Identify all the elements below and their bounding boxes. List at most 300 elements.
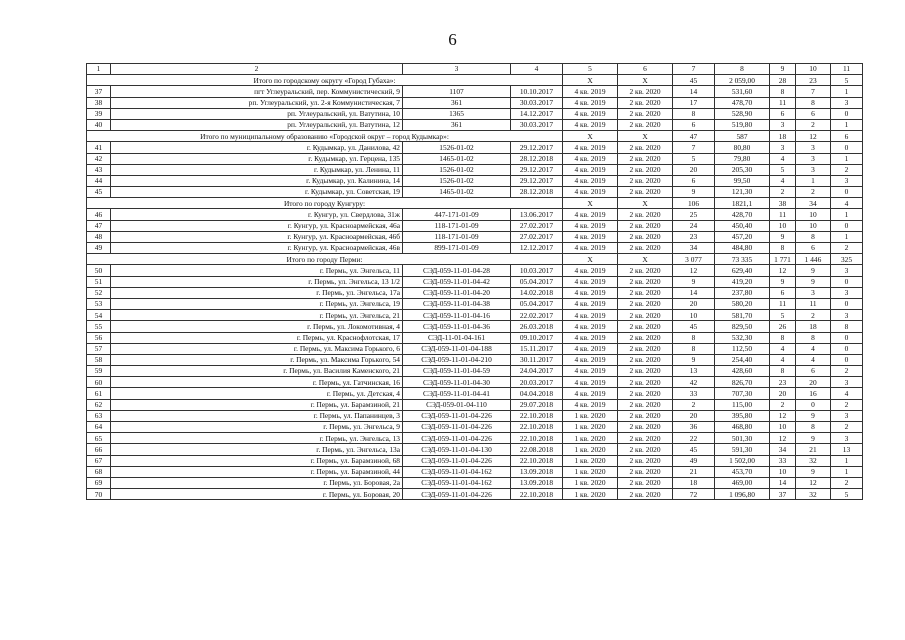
cell-area: 468,80 — [715, 422, 770, 433]
cell-total: 23 — [770, 377, 796, 388]
cell-remaining: 8 — [831, 321, 863, 332]
subtotal-relocated: 12 — [796, 131, 831, 142]
cell-document-date: 27.02.2017 — [511, 231, 563, 242]
cell-residents-count: 72 — [673, 489, 715, 500]
cell-start-quarter: 4 кв. 2019 — [563, 310, 618, 321]
table-row — [87, 354, 863, 365]
cell-document-date: 13.09.2018 — [511, 466, 563, 477]
cell-document-number: 118-171-01-09 — [403, 231, 511, 242]
cell-total: 8 — [770, 86, 796, 97]
cell-start-quarter: 4 кв. 2019 — [563, 243, 618, 254]
cell-row-number: 67 — [87, 455, 111, 466]
cell-row-number: 41 — [87, 142, 111, 153]
table-row — [87, 332, 863, 343]
cell-document-number: СЭД-059-11-01-04-130 — [403, 444, 511, 455]
subtotal-relocated: 34 — [796, 198, 831, 209]
cell-area: 395,80 — [715, 410, 770, 421]
cell-remaining: 5 — [831, 489, 863, 500]
cell-row-number: 68 — [87, 466, 111, 477]
table-row — [87, 86, 863, 97]
cell-end-quarter: 2 кв. 2020 — [618, 433, 673, 444]
cell-area: 112,50 — [715, 343, 770, 354]
cell-row-number: 38 — [87, 97, 111, 108]
cell-document-number: СЭД-059-11-01-04-28 — [403, 265, 511, 276]
cell-relocated: 16 — [796, 388, 831, 399]
cell-residents-count: 8 — [673, 332, 715, 343]
cell-area: 237,80 — [715, 287, 770, 298]
cell-start-quarter: 1 кв. 2020 — [563, 489, 618, 500]
subtotal-end-quarter: X — [618, 198, 673, 209]
cell-row-number: 53 — [87, 298, 111, 309]
cell-document-number: СЭД-059-11-01-04-38 — [403, 298, 511, 309]
cell-area: 581,70 — [715, 310, 770, 321]
subtotal-area: 2 059,00 — [715, 75, 770, 86]
cell-start-quarter: 1 кв. 2020 — [563, 410, 618, 421]
cell-row-number: 51 — [87, 276, 111, 287]
cell-area: 80,80 — [715, 142, 770, 153]
cell-residents-count: 36 — [673, 422, 715, 433]
cell-address: г. Пермь, ул. Энгельса, 9 — [111, 422, 403, 433]
cell-relocated: 18 — [796, 321, 831, 332]
table-row — [87, 444, 863, 455]
cell-remaining: 1 — [831, 231, 863, 242]
cell-remaining: 0 — [831, 276, 863, 287]
cell-area: 79,80 — [715, 153, 770, 164]
cell-area: 519,80 — [715, 119, 770, 130]
cell-total: 6 — [770, 287, 796, 298]
cell-document-number: СЭД-059-11-01-04-226 — [403, 422, 511, 433]
cell-remaining: 3 — [831, 287, 863, 298]
cell-address: рп. Углеуральский, ул. Ватутина, 10 — [111, 108, 403, 119]
cell-relocated: 6 — [796, 366, 831, 377]
cell-address: г. Кунгур, ул. Красноармейская, 46б — [111, 231, 403, 242]
cell-remaining: 1 — [831, 119, 863, 130]
column-header: 11 — [831, 64, 863, 75]
cell-relocated: 32 — [796, 455, 831, 466]
cell-total: 9 — [770, 231, 796, 242]
cell-total: 12 — [770, 433, 796, 444]
cell-row-number: 44 — [87, 175, 111, 186]
cell-remaining: 0 — [831, 298, 863, 309]
cell-start-quarter: 4 кв. 2019 — [563, 276, 618, 287]
cell-start-quarter: 4 кв. 2019 — [563, 287, 618, 298]
table-row — [87, 97, 863, 108]
cell-relocated: 2 — [796, 310, 831, 321]
subtotal-total: 1 771 — [770, 254, 796, 265]
cell-remaining: 1 — [831, 86, 863, 97]
cell-end-quarter: 2 кв. 2020 — [618, 366, 673, 377]
cell-relocated: 9 — [796, 466, 831, 477]
cell-remaining: 2 — [831, 366, 863, 377]
column-header: 10 — [796, 64, 831, 75]
table-row — [87, 276, 863, 287]
table-row — [87, 388, 863, 399]
cell-remaining: 1 — [831, 153, 863, 164]
cell-document-date: 13.06.2017 — [511, 209, 563, 220]
cell-relocated: 3 — [796, 164, 831, 175]
cell-total: 10 — [770, 422, 796, 433]
column-header: 5 — [563, 64, 618, 75]
cell-residents-count: 33 — [673, 388, 715, 399]
cell-document-number: 1526-01-02 — [403, 175, 511, 186]
cell-document-number: 1365 — [403, 108, 511, 119]
cell-remaining: 1 — [831, 209, 863, 220]
cell-area: 205,30 — [715, 164, 770, 175]
cell-document-number: СЭД-059-11-01-04-30 — [403, 377, 511, 388]
cell-document-number: 361 — [403, 97, 511, 108]
cell-document-date: 28.12.2018 — [511, 153, 563, 164]
cell-total: 4 — [770, 354, 796, 365]
cell-relocated: 0 — [796, 399, 831, 410]
cell-start-quarter: 4 кв. 2019 — [563, 231, 618, 242]
cell-row-number: 59 — [87, 366, 111, 377]
cell-document-number: СЭД-059-11-01-04-226 — [403, 410, 511, 421]
cell-end-quarter: 2 кв. 2020 — [618, 231, 673, 242]
cell-address: г. Кудымкар, ул. Калинина, 14 — [111, 175, 403, 186]
cell-residents-count: 14 — [673, 86, 715, 97]
cell-area: 254,40 — [715, 354, 770, 365]
cell-document-number: СЭД-059-11-01-04-226 — [403, 455, 511, 466]
cell-end-quarter: 2 кв. 2020 — [618, 422, 673, 433]
cell-end-quarter: 2 кв. 2020 — [618, 343, 673, 354]
column-header: 7 — [673, 64, 715, 75]
cell-area: 629,40 — [715, 265, 770, 276]
cell-remaining: 0 — [831, 220, 863, 231]
cell-document-date: 22.02.2017 — [511, 310, 563, 321]
cell-start-quarter: 4 кв. 2019 — [563, 164, 618, 175]
cell-remaining: 3 — [831, 97, 863, 108]
cell-end-quarter: 2 кв. 2020 — [618, 220, 673, 231]
cell-start-quarter: 4 кв. 2019 — [563, 321, 618, 332]
cell-document-date: 29.12.2017 — [511, 175, 563, 186]
cell-start-quarter: 4 кв. 2019 — [563, 175, 618, 186]
cell-remaining: 3 — [831, 377, 863, 388]
cell-address: г. Пермь, ул. Василия Каменского, 21 — [111, 366, 403, 377]
subtotal-label: Итого по муниципальному образованию «Городской округ – город Кудымкар»: — [87, 131, 563, 142]
table-row — [87, 422, 863, 433]
subtotal-residents-count: 45 — [673, 75, 715, 86]
cell-remaining: 13 — [831, 444, 863, 455]
data-table — [86, 63, 863, 500]
cell-remaining: 2 — [831, 243, 863, 254]
cell-residents-count: 45 — [673, 444, 715, 455]
cell-area: 99,50 — [715, 175, 770, 186]
cell-address: г. Пермь, ул. Боровая, 20 — [111, 489, 403, 500]
cell-address: г. Пермь, ул. Детская, 4 — [111, 388, 403, 399]
cell-relocated: 11 — [796, 298, 831, 309]
subtotal-row — [87, 254, 863, 265]
cell-end-quarter: 2 кв. 2020 — [618, 175, 673, 186]
cell-start-quarter: 4 кв. 2019 — [563, 265, 618, 276]
cell-relocated: 6 — [796, 243, 831, 254]
table-row — [87, 366, 863, 377]
cell-area: 428,70 — [715, 209, 770, 220]
cell-document-date: 22.10.2018 — [511, 489, 563, 500]
cell-document-number: 361 — [403, 119, 511, 130]
cell-address: г. Пермь, ул. Энгельса, 13 — [111, 433, 403, 444]
cell-row-number: 61 — [87, 388, 111, 399]
cell-address: г. Пермь, ул. Энгельса, 19 — [111, 298, 403, 309]
cell-row-number: 48 — [87, 231, 111, 242]
cell-total: 12 — [770, 265, 796, 276]
cell-remaining: 3 — [831, 265, 863, 276]
cell-relocated: 10 — [796, 220, 831, 231]
cell-relocated: 4 — [796, 354, 831, 365]
table-row — [87, 231, 863, 242]
table-row — [87, 209, 863, 220]
cell-end-quarter: 2 кв. 2020 — [618, 321, 673, 332]
table-row — [87, 477, 863, 488]
cell-document-number: 1526-01-02 — [403, 164, 511, 175]
table-row — [87, 187, 863, 198]
cell-start-quarter: 4 кв. 2019 — [563, 108, 618, 119]
cell-remaining: 0 — [831, 354, 863, 365]
cell-row-number: 58 — [87, 354, 111, 365]
table-row — [87, 321, 863, 332]
cell-end-quarter: 2 кв. 2020 — [618, 332, 673, 343]
page-number: 6 — [448, 30, 457, 49]
cell-relocated: 1 — [796, 175, 831, 186]
cell-total: 14 — [770, 477, 796, 488]
cell-address: г. Пермь, ул. Боровая, 2а — [111, 477, 403, 488]
column-header: 9 — [770, 64, 796, 75]
cell-row-number: 66 — [87, 444, 111, 455]
cell-residents-count: 49 — [673, 455, 715, 466]
cell-row-number: 37 — [87, 86, 111, 97]
subtotal-end-quarter: X — [618, 75, 673, 86]
cell-row-number: 62 — [87, 399, 111, 410]
cell-start-quarter: 4 кв. 2019 — [563, 153, 618, 164]
subtotal-end-quarter: X — [618, 131, 673, 142]
cell-residents-count: 17 — [673, 97, 715, 108]
cell-total: 34 — [770, 444, 796, 455]
cell-document-number: СЭД-059-11-01-04-42 — [403, 276, 511, 287]
cell-start-quarter: 4 кв. 2019 — [563, 298, 618, 309]
subtotal-area: 73 335 — [715, 254, 770, 265]
cell-remaining: 3 — [831, 410, 863, 421]
cell-address: г. Пермь, ул. Максима Горького, 54 — [111, 354, 403, 365]
subtotal-row — [87, 198, 863, 209]
cell-area: 531,60 — [715, 86, 770, 97]
cell-area: 501,30 — [715, 433, 770, 444]
cell-total: 11 — [770, 97, 796, 108]
subtotal-start-quarter: X — [563, 75, 618, 86]
cell-relocated: 20 — [796, 377, 831, 388]
cell-total: 4 — [770, 153, 796, 164]
cell-address: г. Кудымкар, ул. Герцена, 135 — [111, 153, 403, 164]
cell-start-quarter: 4 кв. 2019 — [563, 142, 618, 153]
cell-document-date: 27.02.2017 — [511, 220, 563, 231]
column-header: 4 — [511, 64, 563, 75]
column-header: 8 — [715, 64, 770, 75]
cell-area: 457,20 — [715, 231, 770, 242]
cell-residents-count: 20 — [673, 410, 715, 421]
cell-area: 478,70 — [715, 97, 770, 108]
cell-end-quarter: 2 кв. 2020 — [618, 164, 673, 175]
cell-remaining: 0 — [831, 187, 863, 198]
cell-row-number: 60 — [87, 377, 111, 388]
cell-total: 37 — [770, 489, 796, 500]
cell-residents-count: 12 — [673, 265, 715, 276]
cell-relocated: 32 — [796, 489, 831, 500]
cell-row-number: 50 — [87, 265, 111, 276]
cell-residents-count: 22 — [673, 433, 715, 444]
cell-area: 469,00 — [715, 477, 770, 488]
cell-row-number: 70 — [87, 489, 111, 500]
table-row — [87, 455, 863, 466]
table-row — [87, 377, 863, 388]
cell-remaining: 3 — [831, 433, 863, 444]
cell-document-date: 12.12.2017 — [511, 243, 563, 254]
cell-relocated: 4 — [796, 343, 831, 354]
table-row — [87, 153, 863, 164]
cell-area: 707,30 — [715, 388, 770, 399]
cell-address: г. Пермь, ул. Гатчинская, 16 — [111, 377, 403, 388]
cell-address: пгт Углеуральский, пер. Коммунистический, 9 — [111, 86, 403, 97]
cell-row-number: 64 — [87, 422, 111, 433]
cell-residents-count: 20 — [673, 298, 715, 309]
cell-relocated: 8 — [796, 231, 831, 242]
cell-start-quarter: 4 кв. 2019 — [563, 399, 618, 410]
cell-end-quarter: 2 кв. 2020 — [618, 276, 673, 287]
cell-total: 8 — [770, 366, 796, 377]
cell-start-quarter: 4 кв. 2019 — [563, 377, 618, 388]
cell-end-quarter: 2 кв. 2020 — [618, 354, 673, 365]
subtotal-residents-count: 106 — [673, 198, 715, 209]
table-body — [87, 64, 863, 500]
cell-start-quarter: 4 кв. 2019 — [563, 97, 618, 108]
cell-end-quarter: 2 кв. 2020 — [618, 298, 673, 309]
cell-address: г. Пермь, ул. Максима Горького, 6 — [111, 343, 403, 354]
subtotal-total: 18 — [770, 131, 796, 142]
cell-address: г. Кунгур, ул. Красноармейская, 46в — [111, 243, 403, 254]
cell-residents-count: 14 — [673, 287, 715, 298]
cell-area: 591,30 — [715, 444, 770, 455]
cell-end-quarter: 2 кв. 2020 — [618, 399, 673, 410]
cell-remaining: 2 — [831, 477, 863, 488]
table-row — [87, 343, 863, 354]
cell-row-number: 65 — [87, 433, 111, 444]
cell-residents-count: 42 — [673, 377, 715, 388]
subtotal-relocated: 23 — [796, 75, 831, 86]
table-row — [87, 108, 863, 119]
column-header: 3 — [403, 64, 511, 75]
table-row — [87, 489, 863, 500]
cell-address: г. Кудымкар, ул. Советская, 19 — [111, 187, 403, 198]
subtotal-residents-count: 3 077 — [673, 254, 715, 265]
cell-document-date: 28.12.2018 — [511, 187, 563, 198]
cell-end-quarter: 2 кв. 2020 — [618, 455, 673, 466]
subtotal-start-quarter: X — [563, 131, 618, 142]
cell-area: 450,40 — [715, 220, 770, 231]
table-row — [87, 175, 863, 186]
cell-residents-count: 10 — [673, 310, 715, 321]
cell-area: 528,90 — [715, 108, 770, 119]
cell-end-quarter: 2 кв. 2020 — [618, 119, 673, 130]
cell-start-quarter: 4 кв. 2019 — [563, 388, 618, 399]
cell-document-number: СЭД-059-11-01-04-41 — [403, 388, 511, 399]
cell-document-date: 09.10.2017 — [511, 332, 563, 343]
cell-remaining: 2 — [831, 422, 863, 433]
cell-document-date: 29.12.2017 — [511, 142, 563, 153]
cell-area: 121,30 — [715, 187, 770, 198]
cell-document-date: 20.03.2017 — [511, 377, 563, 388]
cell-total: 2 — [770, 399, 796, 410]
cell-end-quarter: 2 кв. 2020 — [618, 86, 673, 97]
cell-row-number: 40 — [87, 119, 111, 130]
cell-document-number: 1465-01-02 — [403, 187, 511, 198]
subtotal-residents-count: 47 — [673, 131, 715, 142]
cell-row-number: 49 — [87, 243, 111, 254]
cell-relocated: 8 — [796, 97, 831, 108]
cell-start-quarter: 4 кв. 2019 — [563, 86, 618, 97]
column-header: 6 — [618, 64, 673, 75]
cell-row-number: 52 — [87, 287, 111, 298]
cell-end-quarter: 2 кв. 2020 — [618, 265, 673, 276]
cell-document-number: СЭД-059-11-01-04-226 — [403, 433, 511, 444]
cell-residents-count: 20 — [673, 164, 715, 175]
cell-start-quarter: 4 кв. 2019 — [563, 209, 618, 220]
cell-row-number: 55 — [87, 321, 111, 332]
cell-address: рп. Углеуральский, ул. 2-я Коммунистическая, 7 — [111, 97, 403, 108]
subtotal-remaining: 6 — [831, 131, 863, 142]
cell-document-date: 26.03.2018 — [511, 321, 563, 332]
cell-start-quarter: 4 кв. 2019 — [563, 366, 618, 377]
subtotal-start-quarter: X — [563, 198, 618, 209]
cell-relocated: 2 — [796, 119, 831, 130]
cell-remaining: 2 — [831, 399, 863, 410]
cell-remaining: 1 — [831, 466, 863, 477]
cell-address: г. Пермь, ул. Барамзиной, 44 — [111, 466, 403, 477]
subtotal-total: 38 — [770, 198, 796, 209]
cell-document-date: 05.04.2017 — [511, 298, 563, 309]
cell-remaining: 0 — [831, 332, 863, 343]
subtotal-area: 587 — [715, 131, 770, 142]
cell-remaining: 3 — [831, 310, 863, 321]
cell-row-number: 69 — [87, 477, 111, 488]
cell-area: 1 096,80 — [715, 489, 770, 500]
cell-relocated: 3 — [796, 153, 831, 164]
cell-document-date: 29.12.2017 — [511, 164, 563, 175]
cell-area: 453,70 — [715, 466, 770, 477]
cell-area: 115,00 — [715, 399, 770, 410]
cell-residents-count: 8 — [673, 343, 715, 354]
cell-relocated: 9 — [796, 433, 831, 444]
cell-area: 419,20 — [715, 276, 770, 287]
cell-address: г. Пермь, ул. Локомотивная, 4 — [111, 321, 403, 332]
cell-row-number: 39 — [87, 108, 111, 119]
cell-relocated: 8 — [796, 422, 831, 433]
cell-start-quarter: 1 кв. 2020 — [563, 466, 618, 477]
table-row — [87, 410, 863, 421]
cell-document-date: 22.10.2018 — [511, 433, 563, 444]
column-header: 1 — [87, 64, 111, 75]
cell-start-quarter: 1 кв. 2020 — [563, 455, 618, 466]
cell-document-date: 05.04.2017 — [511, 276, 563, 287]
cell-end-quarter: 2 кв. 2020 — [618, 142, 673, 153]
cell-total: 4 — [770, 343, 796, 354]
cell-total: 20 — [770, 388, 796, 399]
cell-total: 33 — [770, 455, 796, 466]
cell-total: 6 — [770, 108, 796, 119]
cell-end-quarter: 2 кв. 2020 — [618, 444, 673, 455]
table-row — [87, 142, 863, 153]
table-row — [87, 164, 863, 175]
cell-start-quarter: 1 кв. 2020 — [563, 477, 618, 488]
cell-document-date: 10.03.2017 — [511, 265, 563, 276]
cell-total: 3 — [770, 119, 796, 130]
cell-row-number: 42 — [87, 153, 111, 164]
